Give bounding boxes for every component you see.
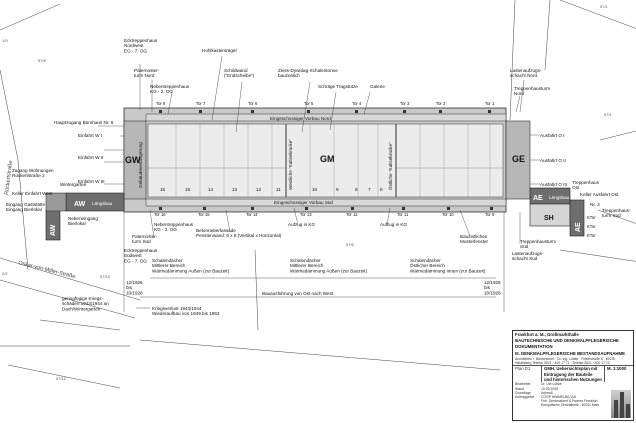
plan-scale: M. 1:1000: [604, 366, 633, 383]
zone-gm: GM: [320, 154, 335, 164]
gate-label: Tor 16: [154, 212, 166, 217]
note-line: Bauzeitliches: [460, 234, 488, 239]
note-line: Zeiss-Dywidag-Schalentonne: [278, 68, 338, 73]
note-line: Treppenhausturm: [520, 239, 557, 244]
gate-label: Tor 3: [400, 101, 410, 106]
title-block: [512, 330, 634, 421]
note-line: Treppenhaus-: [602, 208, 631, 213]
zone-gw: GW: [125, 155, 141, 165]
bay-number: 7: [368, 187, 371, 192]
note-bauausfuehrung: Bauausführung von Ost nach West: [262, 291, 334, 296]
gate-label: Tor 15: [198, 212, 210, 217]
note-line: EG - 7. OG: [124, 258, 147, 264]
note-tor-b: KTor: [587, 224, 596, 229]
note-line: Ecktreppenhaus: [124, 38, 158, 43]
note-line: Wärmedämmung Außen (zur Bauzeit): [152, 268, 230, 274]
zone-ae-sub: Längsbau: [549, 195, 570, 200]
note-line: Paternoster-: [132, 234, 158, 239]
annotations-top: [124, 38, 550, 96]
gate-label: Tor 14: [246, 212, 258, 217]
note-nebentreppe-s: [154, 222, 194, 232]
note-treppenturm-s: [602, 208, 631, 218]
bay-number: 16: [160, 187, 166, 192]
parcel-label: 57/1: [604, 112, 612, 117]
note-line: Bierlokal: [68, 221, 86, 227]
note-line: Rückertstraße 2: [12, 173, 45, 179]
zone-aw: AW: [74, 201, 86, 208]
note-line: turm Süd: [132, 239, 151, 245]
gw-sub: Gebäudeverlängerung: [138, 142, 143, 188]
note-eckturm-nw: [124, 38, 158, 53]
note-einfahrt-3: Einfahrt W III: [78, 179, 105, 184]
note-line: Wärmedämmung Außen (zur Bauzeit): [290, 268, 368, 274]
building-photo: [611, 390, 631, 418]
note-eingang-gast: [6, 202, 46, 212]
note-date-right: [484, 280, 501, 295]
note-line: bauzeitlich: [278, 73, 300, 79]
parcel-label: 2/2: [2, 271, 8, 276]
note-line: Östlicher Bereich: [410, 263, 445, 269]
note-schale-ost: [410, 258, 486, 273]
meta-key: Auftraggeber: [515, 395, 535, 400]
note-line: Mittlerer Bereich: [290, 263, 324, 269]
gm-left-sub: Westliche "Kaltsebrücke": [288, 139, 293, 190]
bay-number: 11: [276, 187, 281, 192]
zone-sh: SH: [544, 215, 554, 222]
note-line: Paternoster-: [134, 68, 160, 73]
zone-ge: GE: [512, 154, 526, 164]
zone-aw-vertical: AW: [50, 224, 57, 236]
note-schale-mitte: [290, 258, 368, 273]
note-line: Nordwest: [124, 43, 144, 49]
note-line: Südwest: [124, 253, 142, 259]
note-tor-c: KTor: [587, 233, 596, 238]
note-line: Wiederaufbau von 1949 bis 1953: [152, 311, 220, 317]
meta-key: Bearbeitet: [515, 382, 531, 387]
note-kriegsverlust: [152, 306, 220, 316]
bay-number: 12: [256, 187, 262, 192]
note-line: EG - 7. OG: [124, 48, 147, 54]
corridor-north-label: Eingeschossiger Vorbau Nord: [270, 116, 331, 121]
note-line: 12/1926: [126, 280, 143, 285]
gate-label: Tor 6: [248, 101, 258, 106]
bay-number: 9: [336, 187, 339, 192]
note-line: schacht Süd: [512, 256, 538, 262]
note-line: 10/1928: [484, 290, 501, 296]
gate-label: Tor 5: [304, 101, 314, 106]
title-line-3: III. DENKMALPFLEGERISCHE BESTANDSAUFNAHME: [515, 350, 625, 356]
note-line: Treppenhaus: [572, 180, 599, 185]
note-treppenhausturm-s2: [520, 239, 556, 249]
meta-value: 10.05.2008: [541, 386, 558, 391]
meta-value: Dr. Ute Lüttke: [541, 382, 562, 387]
note-line: Schalendächer: [410, 258, 441, 263]
note-line: Wärmedämmung Innen (zur Bauzeit): [410, 268, 486, 274]
gate-label: Tor 10: [442, 212, 454, 217]
note-date-left: [126, 280, 143, 295]
note-kriegsschaden: [62, 296, 109, 311]
note-line: Ost: [572, 185, 580, 191]
gate-label: Tor 7: [196, 101, 206, 106]
note-lastenaufzug-s: [512, 251, 544, 261]
parcel-label: 57/1: [600, 4, 608, 9]
note-line: Zugang Wohnungen: [12, 168, 54, 173]
note-einfahrt-2: Einfahrt W II: [78, 155, 104, 160]
parcel-label: 57/6: [346, 242, 354, 247]
bay-number: 13: [232, 187, 238, 192]
note-wintergarten: Wintergarten: [60, 182, 87, 187]
note-nebentreppe-n: [150, 84, 190, 94]
note-line: ("Endscheibe"): [224, 73, 255, 79]
note-schale-west: [152, 258, 230, 273]
gate-label: Tor 2: [436, 101, 446, 106]
plan-title: GMH, Uebersichtsplan mit Eintragung der Bauteile und historischen Nutzungen: [544, 366, 603, 382]
note-schraege: Schräge Tragstütze: [318, 84, 358, 89]
zone-ae-vertical: AE: [575, 222, 582, 232]
note-line: turm Nord: [134, 73, 155, 79]
note-line: bis: [484, 285, 490, 291]
gate-label: Tor 12: [346, 212, 358, 217]
note-line: KG - 2. OG: [150, 89, 173, 95]
note-line: bis: [126, 285, 132, 291]
gate-label: Tor 1: [485, 101, 495, 106]
note-line: schäden 1943/1944 an: [62, 301, 109, 307]
note-ausfahrt-2: Ausfahrt O II: [540, 158, 566, 163]
note-line: 12/1926: [484, 280, 501, 285]
note-line: Lastenaufzugs-: [512, 251, 544, 256]
note-line: Kriegsverlust 1943/1944: [152, 306, 202, 311]
note-line: Musterfenster: [460, 239, 489, 245]
gates-north: [156, 101, 495, 106]
bay-number: 15: [185, 187, 191, 192]
plan-number: Plan D1: [513, 366, 542, 383]
bay-number: 6: [380, 187, 383, 192]
meta-value: COOP HIMMELB(L)AU Frei, Denkmalamt & Partner Frankfurt Europäische Zentralbank · 60311 Main: [541, 395, 600, 408]
note-line: geringfügige Kriegs-: [62, 296, 104, 301]
note-line: Nebentreppenhaus: [154, 222, 194, 227]
note-paternoster-n: [134, 68, 160, 78]
title-line-2: DOKUMENTATION: [515, 344, 553, 350]
meta-key: Stand: [515, 386, 524, 391]
note-hauptzugang: Hauptzugang Bürohaus Nr. 6: [54, 120, 114, 125]
parcel-label: 57/5: [38, 58, 46, 63]
note-paternoster-s: [132, 234, 158, 244]
note-line: Ecktreppenhaus: [124, 248, 158, 253]
parcel-label: 57/10: [100, 274, 111, 279]
street-name: Oskar-von-Miller-Straße: [17, 260, 76, 281]
note-line: Penstenwand: 6 x 9 (Vertikal x Horizontal): [196, 233, 282, 239]
note-line: 10/1928: [126, 290, 143, 296]
note-line: Nebentreppenhaus: [150, 84, 190, 89]
corridor-south-label: Eingeschossiger Vorbau Süd: [274, 200, 333, 205]
parcel-label: 1/9: [2, 38, 8, 43]
gate-label: Tor 4: [352, 101, 362, 106]
note-zugang-wohnungen: [12, 168, 54, 178]
note-line: Süd: [520, 244, 529, 250]
street-name: Rückertstraße: [4, 160, 15, 196]
note-line: Mittlerer Bereich: [152, 263, 186, 269]
note-line: Betonrasterfassade: [196, 228, 236, 233]
note-schildwand: [224, 68, 255, 78]
note-aufzug-kg2: Aufzug in KG: [380, 222, 408, 227]
note-line: Eingang Bierlokal: [6, 207, 42, 213]
gm-right-sub: Östliche "Kaltsebrücke": [388, 142, 393, 190]
gate-label: Tor 8: [156, 101, 166, 106]
note-galerie: Galerie: [370, 84, 385, 89]
note-bauzeit-fenster: [460, 234, 489, 244]
note-line: Treppenhausturm: [514, 86, 551, 91]
gates-south: [154, 212, 495, 217]
title-city: Frankfurt a. M., Großmarkthalle: [515, 332, 579, 337]
gate-label: Tor 9: [485, 212, 495, 217]
note-line: turm Süd: [602, 213, 621, 219]
note-keller-west: Keller Einfahrt West: [12, 191, 53, 196]
parcel-label: 57/12: [56, 376, 67, 381]
note-line: KG - 2. OG: [154, 227, 177, 233]
note-ausfahrt-3: Ausfahrt O III: [540, 182, 568, 187]
gate-label: Tor 11: [397, 212, 409, 217]
note-beton-fenster: [196, 228, 282, 238]
zone-aw-sub: Längsbau: [92, 201, 113, 206]
note-line: Eingang Gaststätte: [6, 202, 46, 207]
note-keller-ost: Keller Ausfahrt Ost: [580, 192, 619, 197]
gate-label: Tor 13: [300, 212, 312, 217]
title-plan-row: [513, 365, 633, 383]
note-tor-a: KTor: [587, 215, 596, 220]
note-line: Schalendächer: [290, 258, 321, 263]
note-treppenturm-n: [514, 86, 550, 96]
note-line: schacht Nord: [510, 73, 538, 79]
note-hohlkasten: Hohlkastenträger: [202, 48, 237, 53]
note-line: Lastenaufzugs-: [510, 68, 542, 73]
zone-ae: AE: [533, 195, 543, 202]
note-line: Schildwand: [224, 68, 248, 73]
title-org: Architekten + Bauforscher · Dr.-Ing. Lüttke · Rheinstraße 6 · 69115 Heidelberg Telefon 0621 / 400 17 71 · Telefax 0621 / 400 17 72: [515, 356, 615, 365]
note-line: Nord: [514, 91, 524, 97]
note-zeiss: [278, 68, 338, 78]
title-line-1: BAUTECHNISCHE UND DENKMALPFLEGERISCHE: [515, 338, 619, 344]
bay-number: 14: [208, 187, 214, 192]
bay-number: 10: [312, 187, 318, 192]
note-einfahrt-1: Einfahrt W I: [78, 133, 102, 138]
note-line: Nebeneingang: [68, 216, 98, 221]
note-treppenhaus-ost: [572, 180, 600, 190]
annotations-bottom: [62, 222, 501, 316]
meta-value: Aufmaß: [541, 390, 553, 395]
note-nebeneingang: [68, 216, 98, 226]
meta-key: Grundlage: [515, 390, 531, 395]
note-ausfahrt-1: Ausfahrt O I: [540, 133, 565, 138]
note-line: Schalendächer: [152, 258, 183, 263]
bay-number: 8: [355, 187, 358, 192]
note-lastenaufzug-n: [510, 68, 542, 78]
note-line: Dach/Wintergarten: [62, 306, 101, 312]
note-aufzug-kg1: Aufzug in KG: [288, 222, 316, 227]
note-nr3: Nr. 3: [590, 202, 600, 207]
